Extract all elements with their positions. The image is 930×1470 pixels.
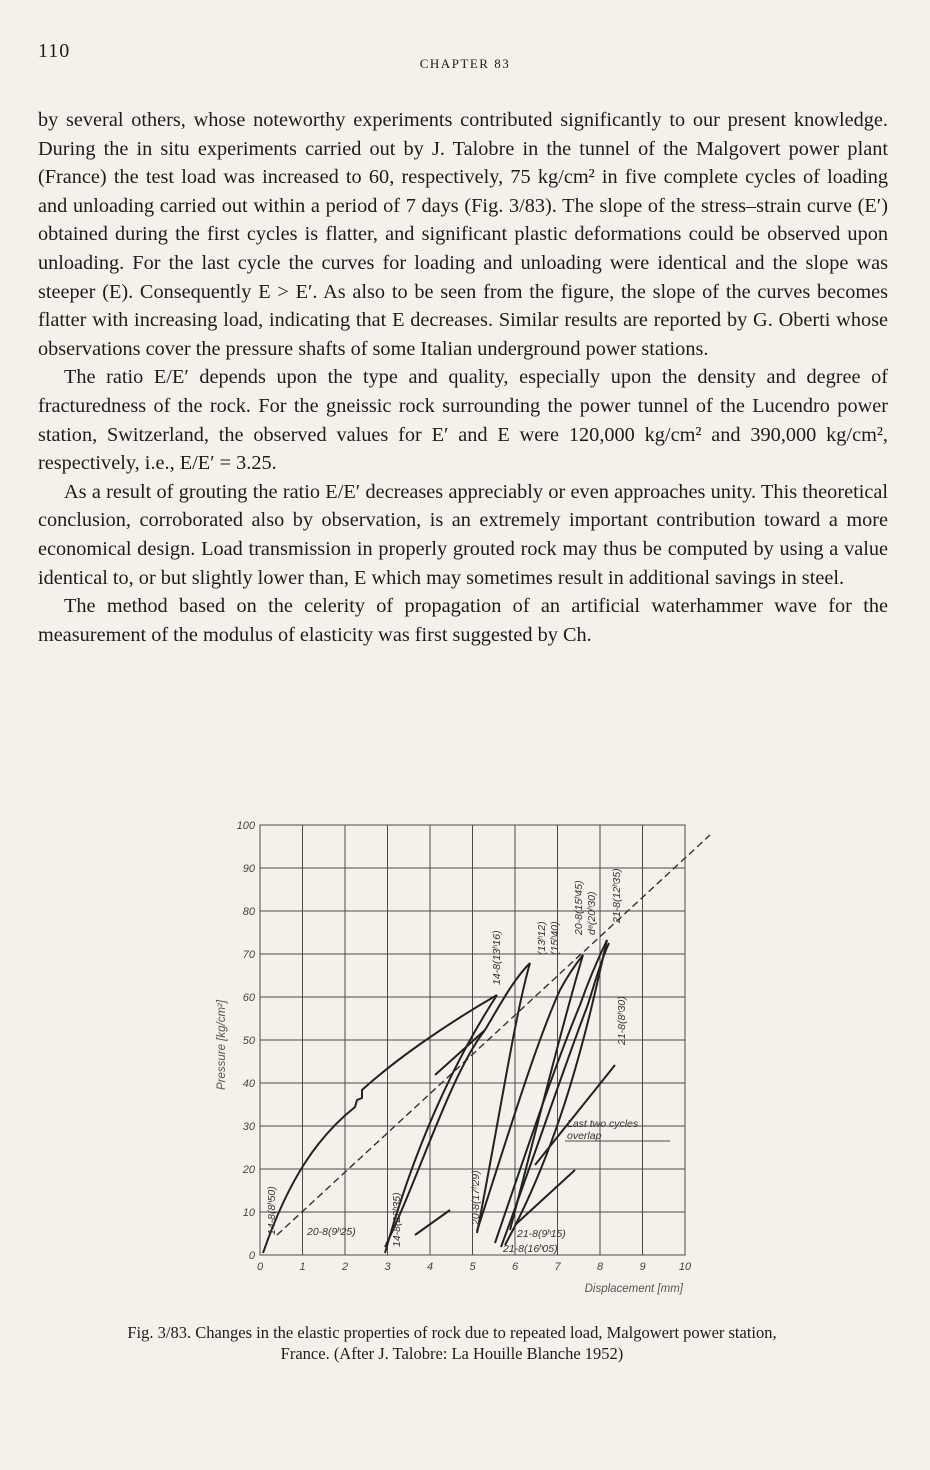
paragraph-3: As a result of grouting the ratio E/E′ decreases appreciably or even approaches unity. This theoretical conclusion, corroborated also by observation, is an extremely important contribution toward a more economical design. Load transmission in properly grouted rock may thus be computed by using a value identical to, or but slightly lower than, E which may sometimes result in additional savings in steel.	[38, 480, 888, 589]
y-tick-20: 20	[242, 1164, 255, 1176]
y-tick-labels	[237, 820, 256, 1262]
figure-graphic	[195, 815, 715, 1315]
caption-line-1: Fig. 3/83. Changes in the elastic properties of rock due to repeated load, Malgowert power station,	[127, 1323, 777, 1342]
curve-tail-a	[435, 1030, 485, 1075]
x-tick-1: 1	[299, 1261, 306, 1273]
x-tick-7: 7	[554, 1261, 561, 1273]
running-head: CHAPTER 83	[419, 56, 511, 71]
body-text	[38, 106, 888, 649]
y-tick-100: 100	[236, 820, 255, 832]
y-tick-30: 30	[242, 1121, 255, 1133]
stress-strain-figure	[195, 815, 715, 1315]
annotation-a4: 20-8(17ʰ29)	[470, 1170, 482, 1225]
annotation-a12: 21-8(9ʰ15)	[517, 1228, 566, 1240]
annotation-a2: 20-8(9ʰ25)	[307, 1226, 356, 1238]
x-tick-labels	[257, 1261, 692, 1273]
annotation-a13: 21-8(16ʰ05)	[503, 1243, 558, 1255]
annotation-a8: 20-8(15ʰ45)	[573, 880, 585, 935]
x-tick-2: 2	[341, 1261, 349, 1273]
annotation-a5: 14-8(13ʰ16)	[491, 930, 503, 985]
annotation-a11: 21-8(8ʰ30)	[616, 996, 628, 1045]
y-tick-10: 10	[242, 1207, 255, 1219]
annotation-note-line1: Last two cycles	[567, 1118, 639, 1130]
y-tick-70: 70	[242, 949, 255, 961]
y-tick-90: 90	[242, 863, 255, 875]
x-axis-label: Displacement [mm]	[584, 1283, 683, 1295]
x-tick-3: 3	[384, 1261, 391, 1273]
y-tick-40: 40	[242, 1078, 255, 1090]
curve-tail-b	[415, 1210, 450, 1235]
x-tick-8: 8	[596, 1261, 604, 1273]
y-tick-0: 0	[248, 1250, 255, 1262]
caption-line-2: France. (After J. Talobre: La Houille Blanche 1952)	[280, 1344, 624, 1363]
x-tick-6: 6	[511, 1261, 519, 1273]
annotation-a6: (13ʰ12)	[536, 921, 548, 955]
paragraph-2: The ratio E/E′ depends upon the type and quality, especially upon the density and degree of fracturedness of the rock. For the gneissic rock surrounding the power tunnel of the Lucendro power station, Switzerland, the observed values for E′ and E were 120,000 kg/cm² and 390,000 kg/cm², respectively, i.e., E/E′ = 3.25.	[38, 366, 888, 475]
y-tick-50: 50	[242, 1035, 255, 1047]
paragraph-4: The method based on the celerity of propagation of an artificial waterhammer wave for the measurement of the modulus of elasticity was first suggested by Ch.	[38, 595, 888, 646]
curve-cycle5	[501, 943, 609, 1247]
y-tick-80: 80	[242, 906, 255, 918]
x-tick-10: 10	[678, 1261, 692, 1273]
annotation-a3: 14-8(22ʰ35)	[391, 1192, 403, 1247]
x-tick-9: 9	[639, 1261, 646, 1273]
curve-cycle2-unloading	[477, 963, 530, 1233]
annotation-a1: 14-8(8ʰ50)	[266, 1186, 278, 1235]
annotation-a7: (15ʰ40)	[549, 921, 561, 955]
y-tick-60: 60	[242, 992, 255, 1004]
annotation-a10: 21-8(12ʰ35)	[611, 868, 623, 923]
x-tick-4: 4	[426, 1261, 434, 1273]
x-tick-5: 5	[469, 1261, 476, 1273]
y-axis-label: Pressure [kg/cm²]	[216, 999, 228, 1091]
figure-caption	[22, 1322, 882, 1364]
annotation-note-line2: overlap	[567, 1130, 602, 1142]
x-tick-0: 0	[256, 1261, 264, 1273]
annotation-a9: dᵉ(20ʰ30)	[586, 891, 598, 935]
dashed-trend-line	[277, 835, 710, 1235]
paragraph-1: by several others, whose noteworthy experiments contributed significantly to our present knowledge. During the in situ experiments carried out by J. Talobre in the tunnel of the Malgovert power plant (France) the test load was increased to 60, respectively, 75 kg/cm² in five complete cycles of loading and unloading carried out within a period of 7 days (Fig. 3/83). The slope of the stress–strain curve (E′) obtained during the first cycles is flatter, and significant plastic deformations could be observed upon unloading. For the last cycle the curves for loading and unloading were identical and the slope was steeper (E). Consequently E > E′. As also to be seen from the figure, the slope of the curves becomes flatter with increasing load, indicating that E decreases. Similar results are reported by G. Oberti whose observations cover the pressure shafts of some Italian underground power stations.	[38, 109, 888, 360]
page-number: 110	[38, 40, 71, 62]
curve-cycle1-loading	[263, 995, 497, 1253]
